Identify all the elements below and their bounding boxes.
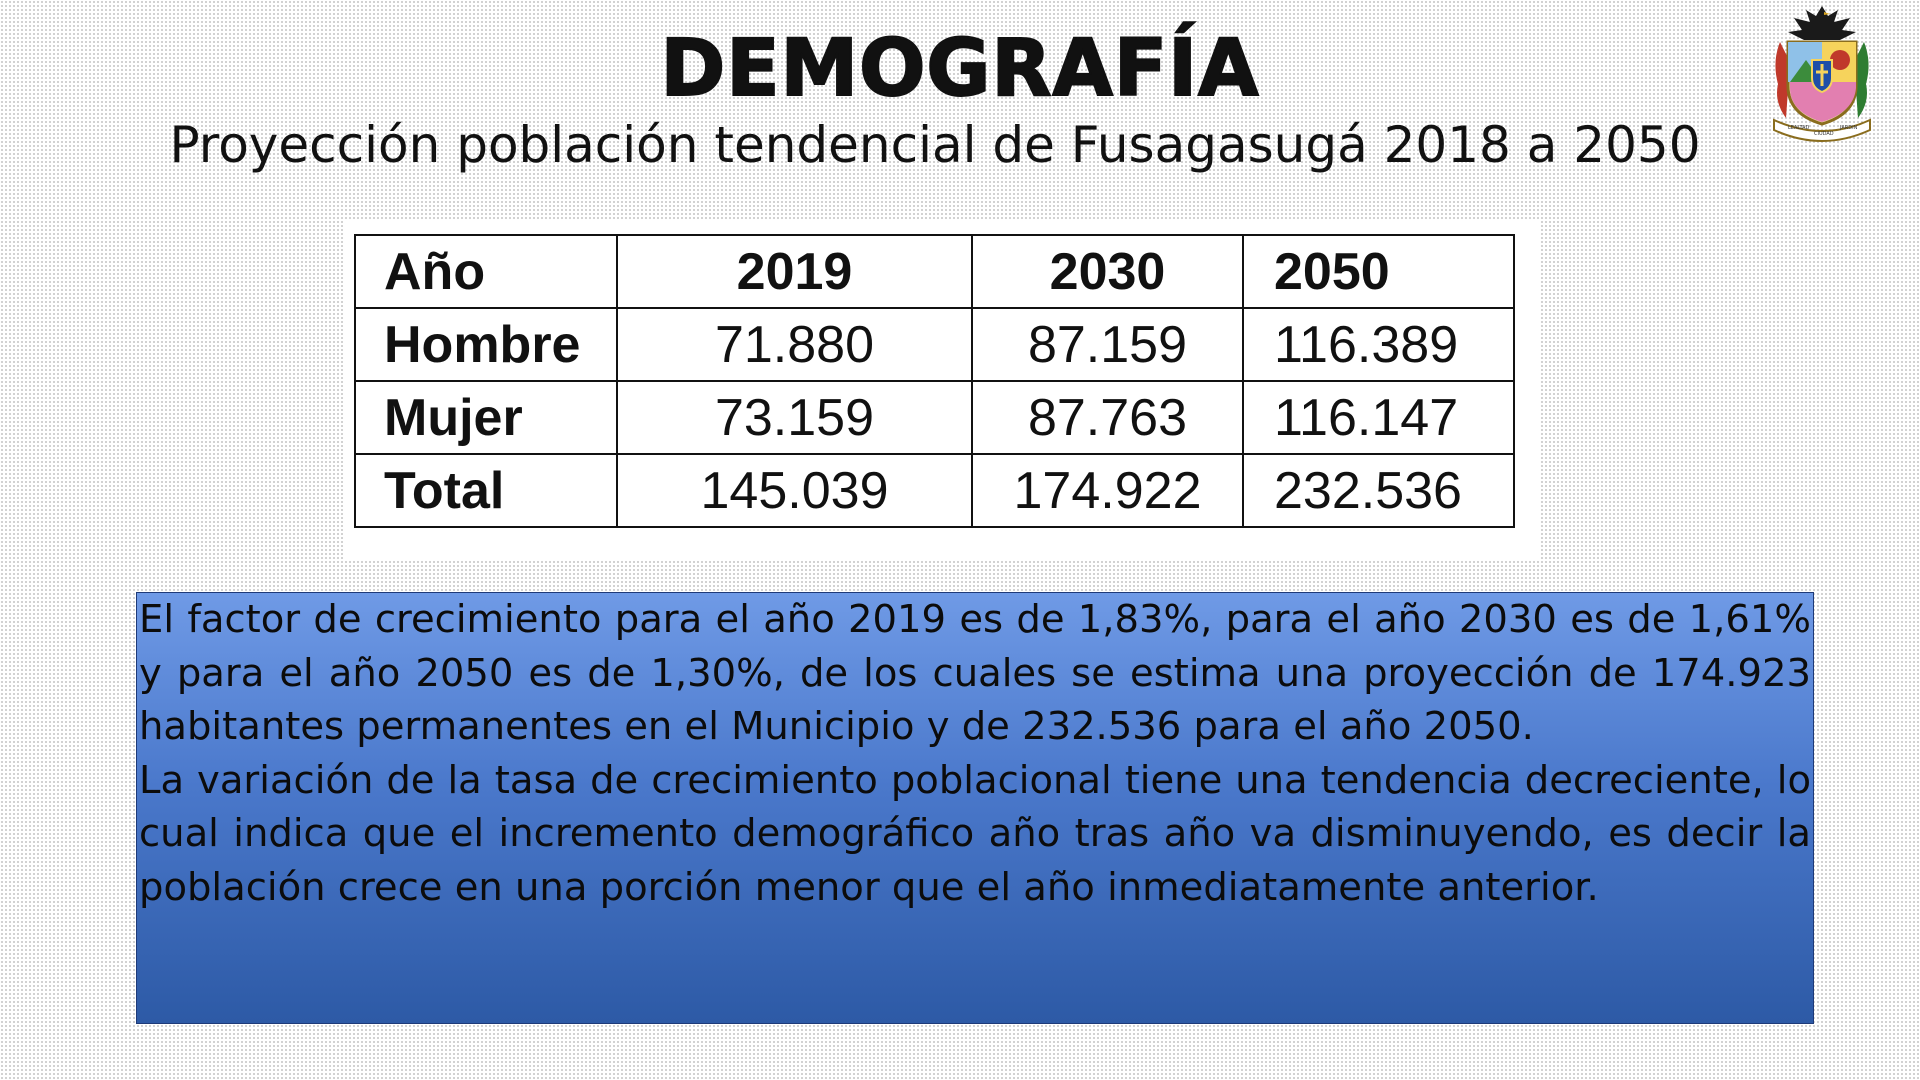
cell-women-2050: 116.147 [1243, 381, 1514, 454]
slide-title: DEMOGRAFÍA [660, 24, 1260, 114]
header-2030: 2030 [972, 235, 1243, 308]
table-row [355, 381, 1514, 454]
table-row [355, 454, 1514, 527]
row-label-men: Hombre [355, 308, 617, 381]
population-projection-table [354, 234, 1515, 528]
table-row [355, 308, 1514, 381]
growth-factor-paragraph: El factor de crecimiento para el año 2019 es de 1,83%, para el año 2030 es de 1,61% y para el año 2050 es de 1,30%, de los cuales se estima una proyección de 174.923 habitantes permanentes en el Municipio y de 232.536 para el año 2050. [139, 597, 1811, 749]
header-2019: 2019 [617, 235, 972, 308]
population-table-card [344, 220, 1540, 560]
cell-total-2050: 232.536 [1243, 454, 1514, 527]
header-year: Año [355, 235, 617, 308]
cell-men-2050: 116.389 [1243, 308, 1514, 381]
row-label-total: Total [355, 454, 617, 527]
cell-women-2030: 87.763 [972, 381, 1243, 454]
table-header-row [355, 235, 1514, 308]
crest-motto-left: LEALTAD [1788, 125, 1810, 131]
crest-motto-right: JARDIN [1840, 125, 1858, 131]
municipal-crest-icon [1770, 2, 1874, 144]
cell-total-2030: 174.922 [972, 454, 1243, 527]
slide-subtitle: Proyección población tendencial de Fusagasugá 2018 a 2050 [169, 116, 1701, 174]
cell-men-2019: 71.880 [617, 308, 972, 381]
cell-men-2030: 87.159 [972, 308, 1243, 381]
growth-trend-paragraph: La variación de la tasa de crecimiento poblacional tiene una tendencia decreciente, lo cual indica que el incremento demográfico año tras año va disminuyendo, es decir la población crece en una porción menor que el año inmediatamente anterior. [139, 757, 1811, 910]
crest-motto-center: CIUDAD [1814, 131, 1834, 137]
header-2050: 2050 [1243, 235, 1514, 308]
row-label-women: Mujer [355, 381, 617, 454]
growth-info-box [136, 592, 1814, 1024]
cell-women-2019: 73.159 [617, 381, 972, 454]
cell-total-2019: 145.039 [617, 454, 972, 527]
